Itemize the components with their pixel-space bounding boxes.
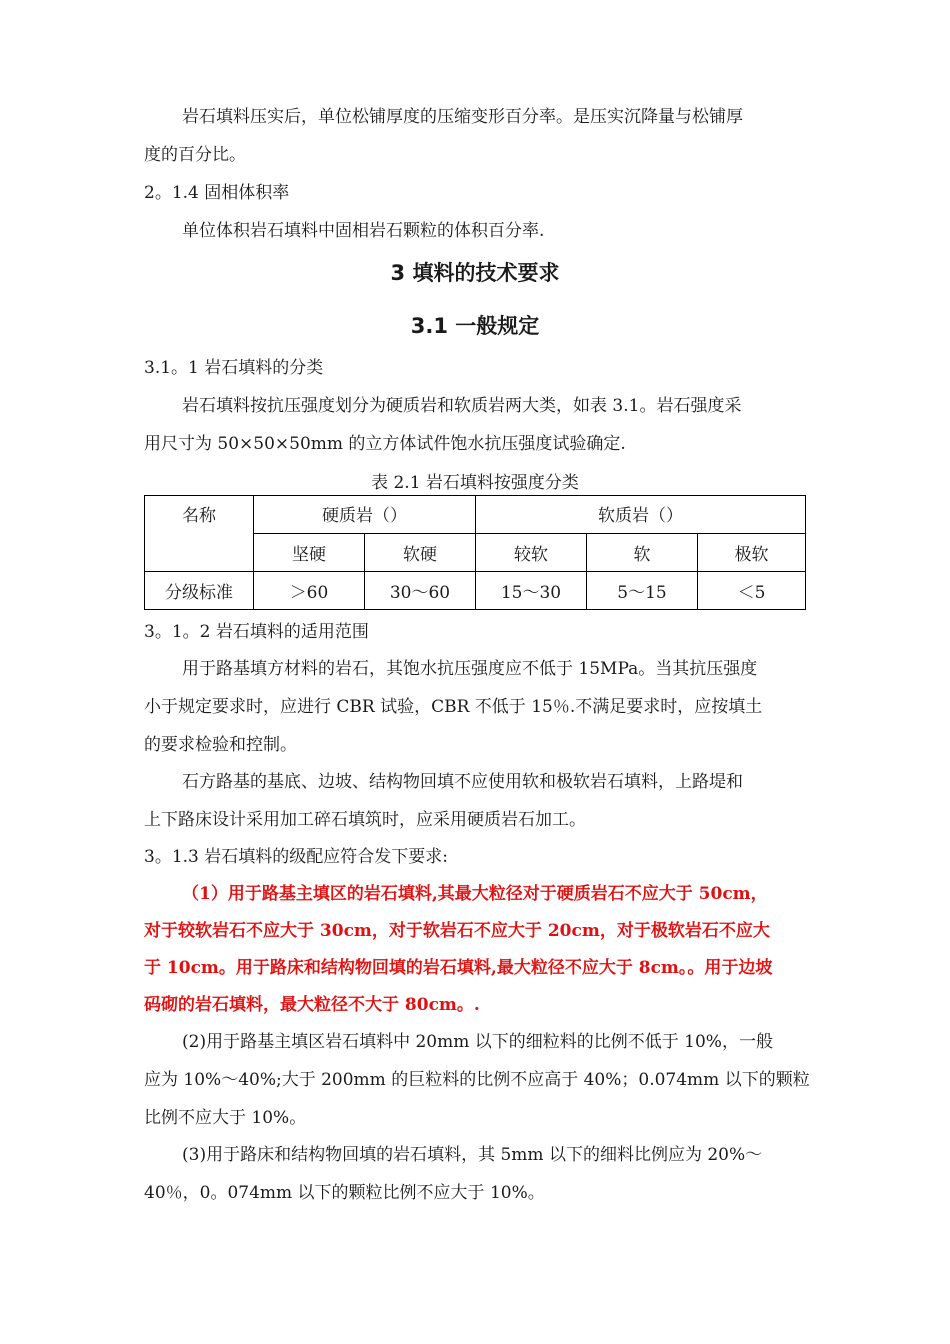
requirement-1-line2: 对于较软岩石不应大于 30cm，对于软岩石不应大于 20cm，对于极软岩石不应大 [144, 921, 770, 941]
para1-line1: 岩石填料压实后，单位松铺厚度的压缩变形百分率。是压实沉降量与松铺厚 [182, 107, 743, 127]
sub-header: 坚硬 [254, 534, 365, 572]
row-label: 分级标准 [145, 572, 254, 610]
requirement-2-line2: 应为 10%～40%;大于 200mm 的巨粒料的比例不应高于 40%；0.074mm 以下的颗粒 [144, 1070, 810, 1090]
sub-header: 较软 [476, 534, 587, 572]
value-cell: ＜5 [698, 572, 806, 610]
chapter-title: 3 填料的技术要求 [390, 261, 560, 285]
table-caption: 表 2.1 岩石填料按强度分类 [371, 473, 579, 493]
requirement-1-line4: 码砌的岩石填料，最大粒径不大于 80cm。. [144, 995, 480, 1015]
header-name: 名称 [145, 496, 254, 572]
section-2-1-4-text: 单位体积岩石填料中固相岩石颗粒的体积百分率. [182, 221, 545, 241]
sub-header: 软硬 [365, 534, 476, 572]
section-3-1-1-line2: 用尺寸为 50×50×50mm 的立方体试件饱水抗压强度试验确定. [144, 434, 626, 454]
strength-classification-table [144, 495, 806, 610]
requirement-1-line1: （1）用于路基主填区的岩石填料,其最大粒径对于硬质岩石不应大于 50cm， [182, 884, 768, 904]
value-cell: 30～60 [365, 572, 476, 610]
requirement-3-line2: 40％，0。074mm 以下的颗粒比例不应大于 10%。 [144, 1183, 545, 1203]
requirement-2-line3: 比例不应大于 10%。 [144, 1108, 307, 1128]
requirement-1-line3: 于 10cm。用于路床和结构物回填的岩石填料,最大粒径不应大于 8cm。。用于边坡 [144, 958, 773, 978]
sub-header: 极软 [698, 534, 806, 572]
value-cell: ＞60 [254, 572, 365, 610]
sub-header: 软 [587, 534, 698, 572]
section-3-1-3-title: 3。1.3 岩石填料的级配应符合发下要求: [144, 847, 448, 867]
requirement-2-line1: (2)用于路基主填区岩石填料中 20mm 以下的细粒料的比例不低于 10%，一般 [182, 1032, 773, 1052]
section-3-1-2-title: 3。1。2 岩石填料的适用范围 [144, 622, 369, 642]
section-3-1-2-p2-line2: 上下路床设计采用加工碎石填筑时，应采用硬质岩石加工。 [144, 810, 586, 830]
para1-line2: 度的百分比。 [144, 145, 246, 165]
value-cell: 5～15 [587, 572, 698, 610]
value-cell: 15～30 [476, 572, 587, 610]
section-title: 3.1 一般规定 [410, 314, 540, 338]
header-hard-rock: 硬质岩（） [254, 496, 476, 534]
section-3-1-2-p1-line1: 用于路基填方材料的岩石，其饱水抗压强度应不低于 15MPa。当其抗压强度 [182, 659, 758, 679]
section-3-1-1-line1: 岩石填料按抗压强度划分为硬质岩和软质岩两大类，如表 3.1。岩石强度采 [182, 396, 742, 416]
header-soft-rock: 软质岩（） [476, 496, 806, 534]
section-2-1-4-title: 2。1.4 固相体积率 [144, 183, 290, 203]
section-3-1-2-p1-line3: 的要求检验和控制。 [144, 735, 297, 755]
section-3-1-1-title: 3.1。1 岩石填料的分类 [144, 358, 324, 378]
section-3-1-2-p2-line1: 石方路基的基底、边坡、结构物回填不应使用软和极软岩石填料，上路堤和 [182, 772, 743, 792]
section-3-1-2-p1-line2: 小于规定要求时，应进行 CBR 试验，CBR 不低于 15％.不满足要求时，应按填土 [144, 697, 763, 717]
requirement-3-line1: (3)用于路床和结构物回填的岩石填料，其 5mm 以下的细料比例应为 20%～ [182, 1145, 763, 1165]
